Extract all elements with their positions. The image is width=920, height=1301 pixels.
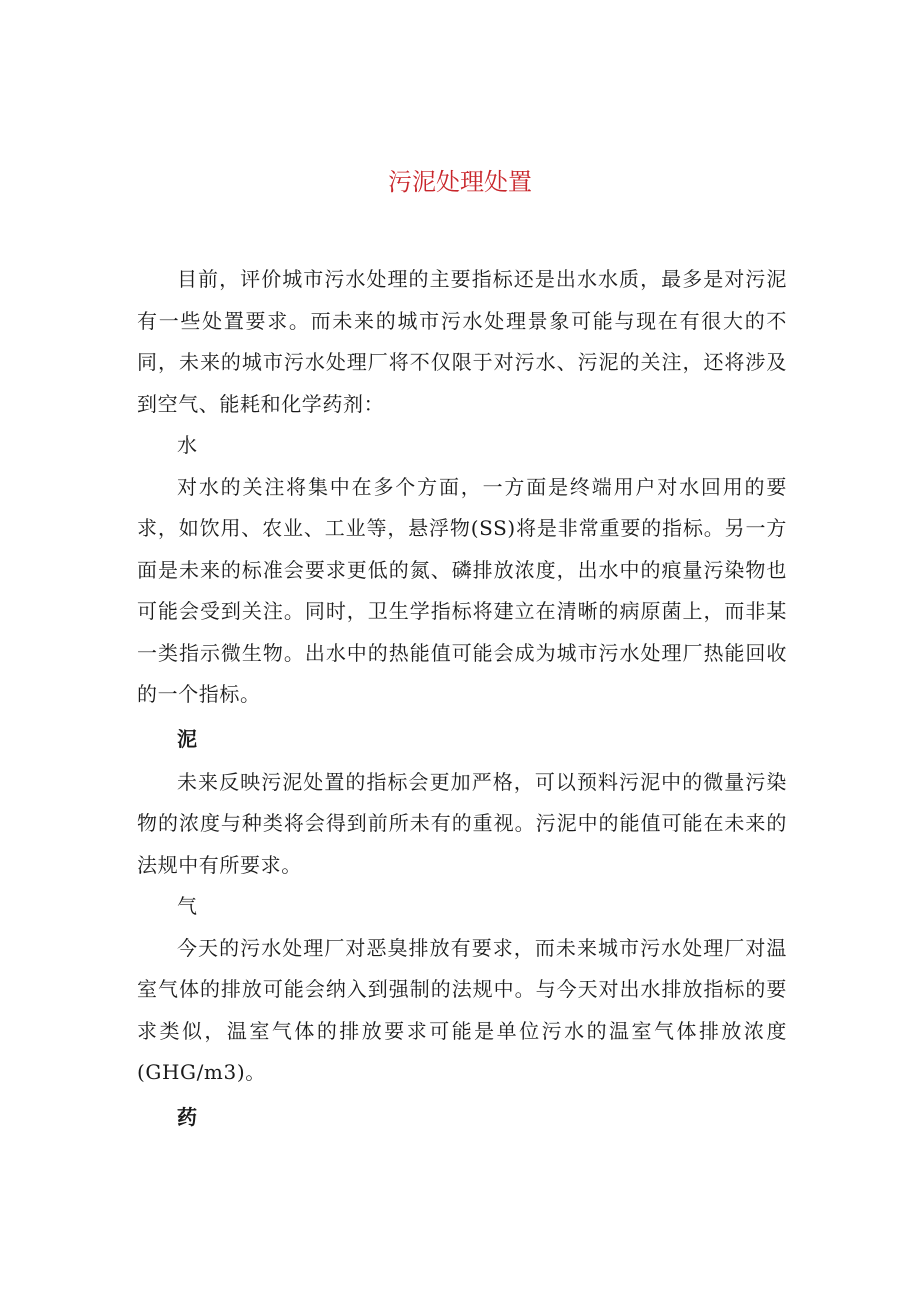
- section-heading-chemicals: 药: [177, 1104, 197, 1129]
- document-body: [137, 259, 787, 1140]
- section-body-water: 对水的关注将集中在多个方面，一方面是终端用户对水回用的要求，如饮用、农业、工业等，悬浮物(SS)将是非常重要的指标。另一方面是未来的标准会要求更低的氮、磷排放浓度，出水中的痕量污染物也可能会受到关注。同时，卫生学指标将建立在清晰的病原菌上，而非某一类指示微生物。出水中的热能值可能会成为城市污水处理厂热能回收的一个指标。: [137, 474, 787, 706]
- section-heading-sludge: 泥: [177, 726, 197, 751]
- section-body-sludge: 未来反映污泥处置的指标会更加严格，可以预料污泥中的微量污染物的浓度与种类将会得到前所未有的重视。污泥中的能值可能在未来的法规中有所要求。: [137, 769, 787, 877]
- section-heading-air: 气: [177, 894, 197, 918]
- page-title: 污泥处理处置: [388, 168, 532, 196]
- section-body-air: 今天的污水处理厂对恶臭排放有要求，而未来城市污水处理厂对温室气体的排放可能会纳入到强制的法规中。与今天对出水排放指标的要求类似，温室气体的排放要求可能是单位污水的温室气体排放浓度(GHG/m3)。: [137, 935, 787, 1084]
- intro-paragraph: 目前，评价城市污水处理的主要指标还是出水水质，最多是对污泥有一些处置要求。而未来的城市污水处理景象可能与现在有很大的不同，未来的城市污水处理厂将不仅限于对污水、污泥的关注，还将涉及到空气、能耗和化学药剂：: [137, 267, 787, 416]
- section-heading-water: 水: [177, 433, 197, 457]
